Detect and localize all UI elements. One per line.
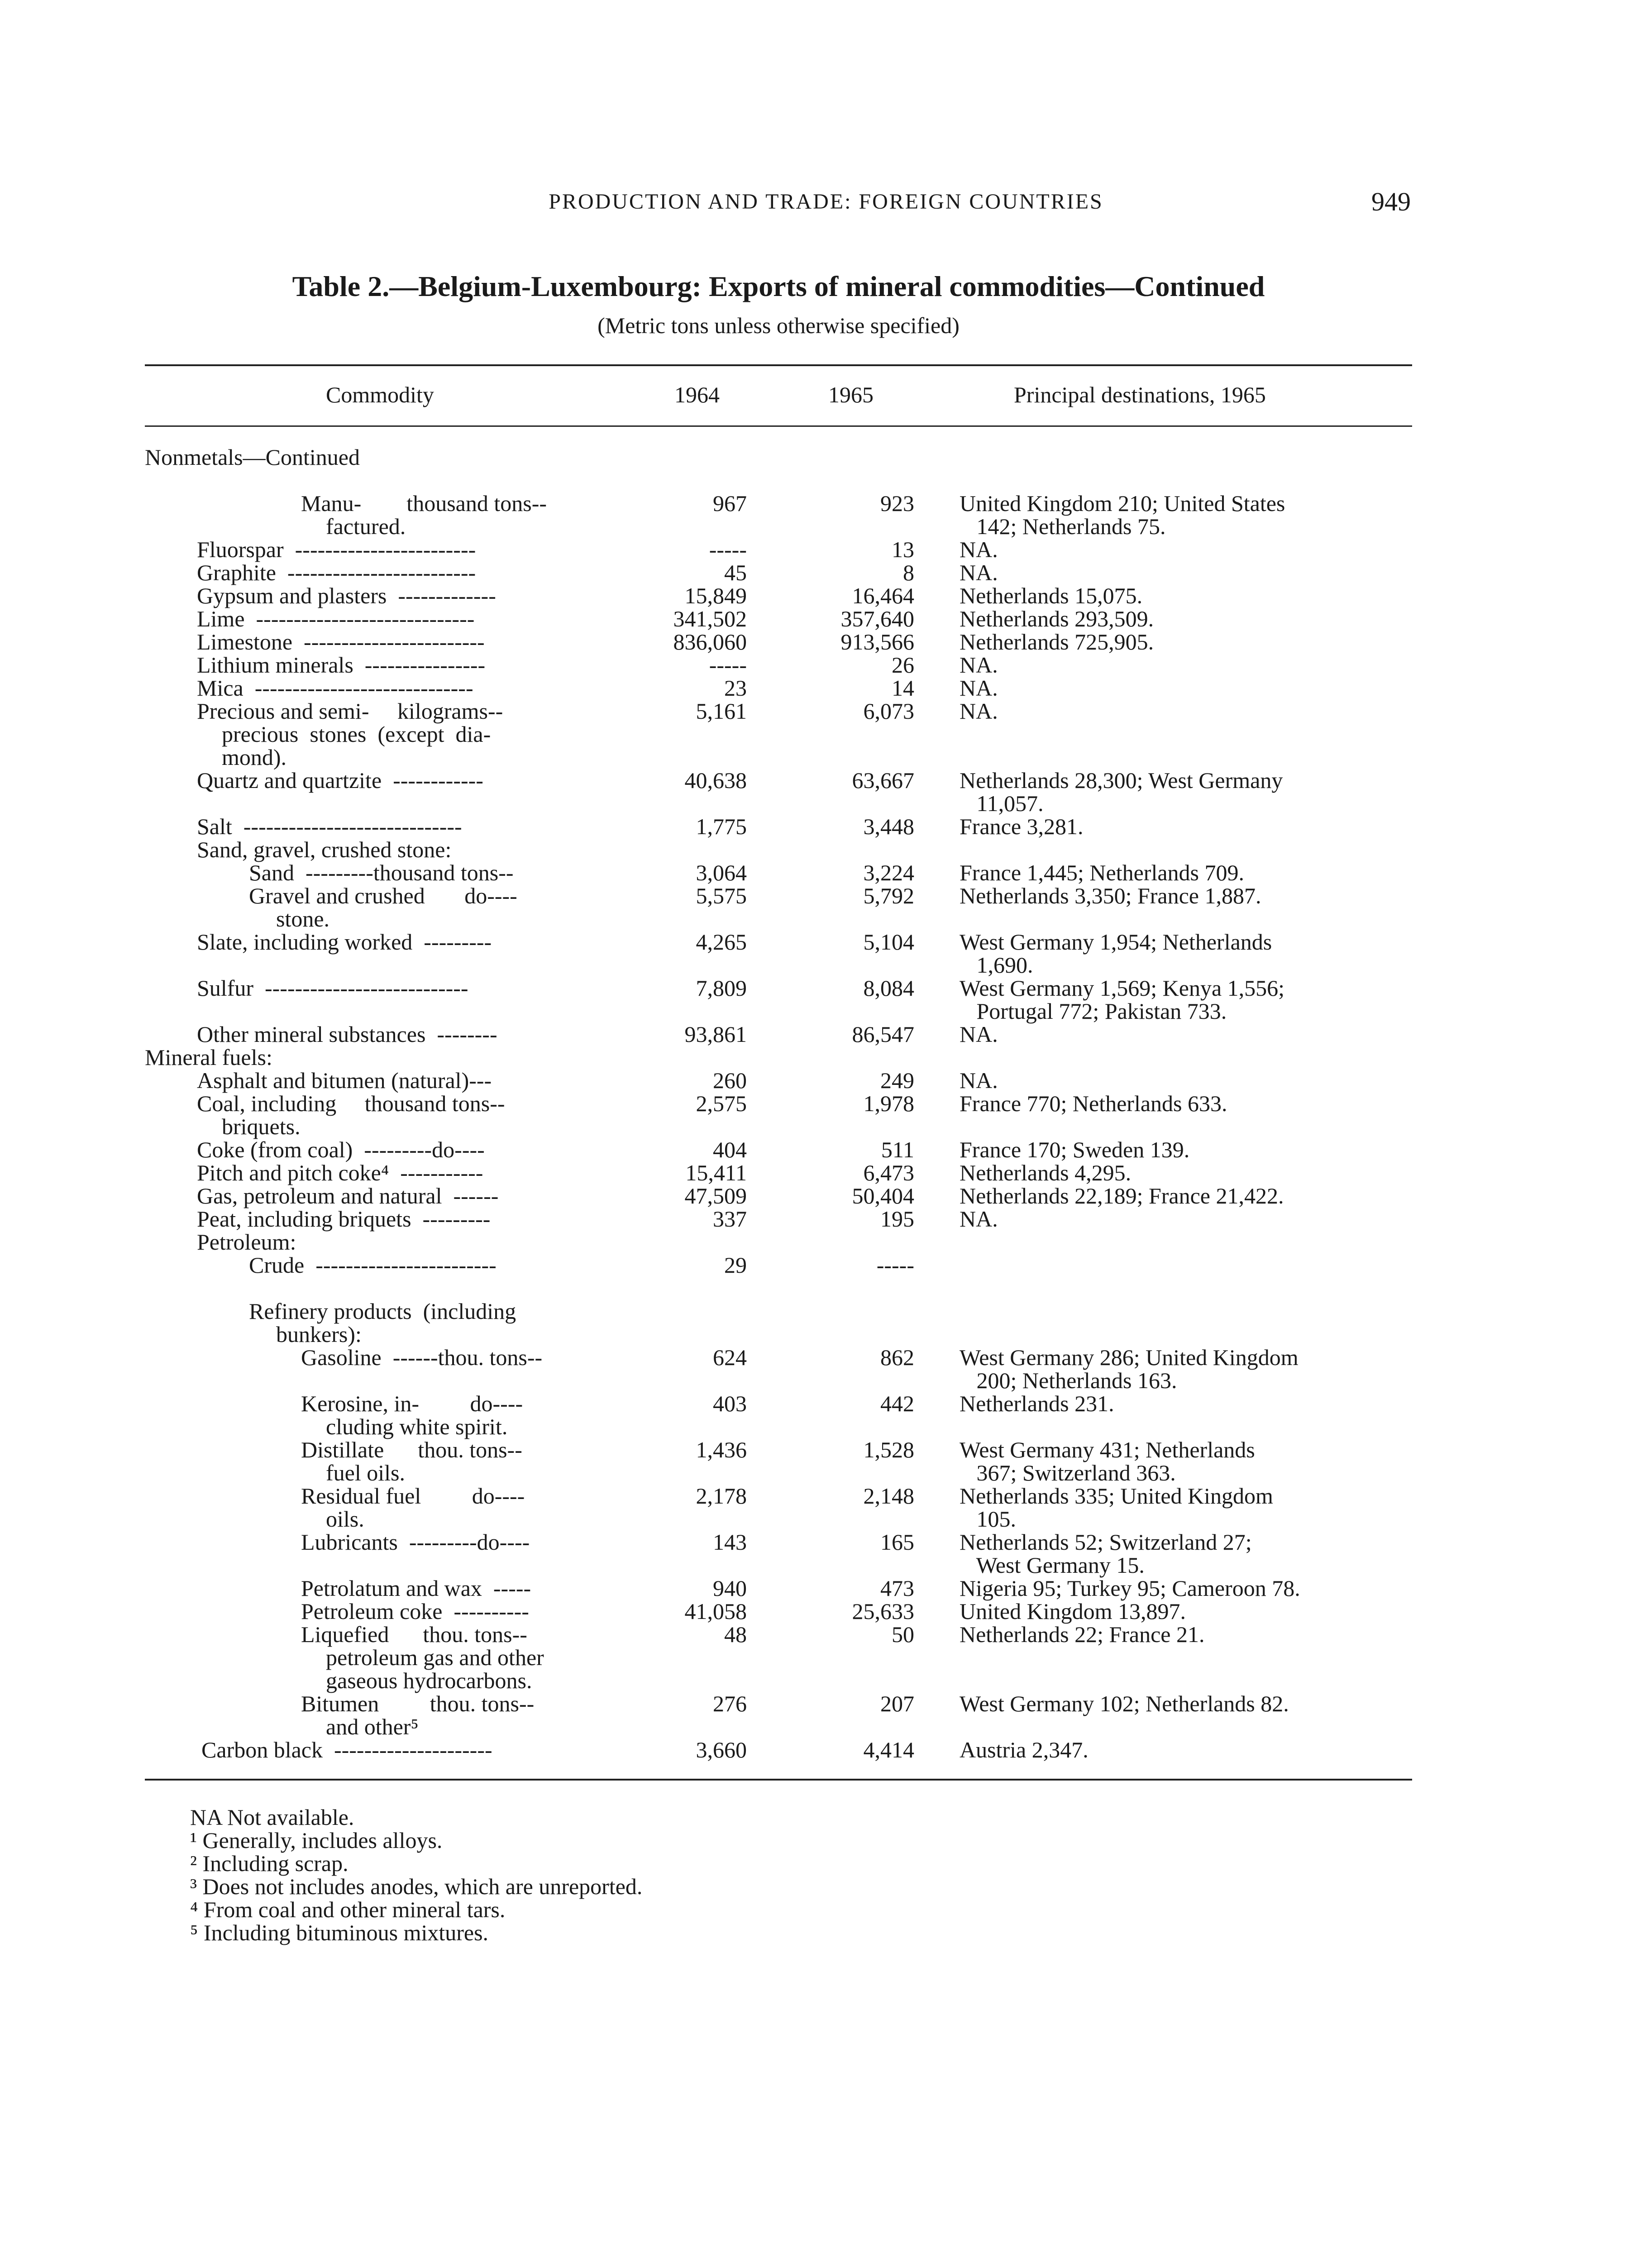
commodity-cell: stone.	[276, 906, 330, 931]
commodity-cell: oils.	[326, 1506, 364, 1532]
commodity-cell: Gravel and crushed do----	[249, 883, 517, 908]
destinations-cell: NA.	[960, 1206, 998, 1232]
footnote: ¹ Generally, includes alloys.	[190, 1828, 443, 1853]
commodity-cell: Petroleum:	[197, 1229, 296, 1255]
commodity-cell: Carbon black ---------------------	[201, 1737, 492, 1762]
value-1964-cell: 260	[713, 1068, 747, 1093]
value-1964-cell: -----	[709, 652, 747, 678]
value-1965-cell: 5,792	[863, 883, 914, 908]
column-header-1965: 1965	[828, 382, 874, 407]
commodity-cell: Gypsum and plasters -------------	[197, 583, 496, 608]
value-1964-cell: 940	[713, 1576, 747, 1601]
value-1965-cell: 3,224	[863, 860, 914, 885]
value-1964-cell: 836,060	[673, 629, 747, 654]
destinations-cell: NA.	[960, 652, 998, 678]
value-1964-cell: -----	[709, 537, 747, 562]
value-1965-cell: 50,404	[852, 1183, 914, 1208]
footnote: ³ Does not includes anodes, which are unreported.	[190, 1874, 643, 1899]
destinations-cell: Austria 2,347.	[960, 1737, 1089, 1762]
value-1965-cell: 913,566	[840, 629, 914, 654]
value-1965-cell: 207	[880, 1691, 914, 1716]
destinations-cell: West Germany 102; Netherlands 82.	[960, 1691, 1289, 1716]
value-1964-cell: 29	[724, 1252, 747, 1278]
value-1965-cell: 2,148	[863, 1483, 914, 1509]
value-1964-cell: 2,575	[696, 1091, 747, 1116]
value-1965-cell: 86,547	[852, 1022, 914, 1047]
commodity-cell: Asphalt and bitumen (natural)---	[197, 1068, 492, 1093]
value-1964-cell: 47,509	[684, 1183, 747, 1208]
destinations-cell: Netherlands 231.	[960, 1391, 1114, 1416]
value-1965-cell: 6,473	[863, 1160, 914, 1185]
commodity-cell: Mica -----------------------------	[197, 675, 473, 701]
value-1964-cell: 41,058	[684, 1599, 747, 1624]
value-1965-cell: 511	[881, 1137, 914, 1162]
value-1965-cell: 8	[903, 560, 914, 585]
value-1964-cell: 48	[724, 1622, 747, 1647]
destinations-cell: West Germany 1,569; Kenya 1,556;	[960, 975, 1285, 1001]
destinations-cell: 105.	[960, 1506, 1016, 1532]
value-1965-cell: 5,104	[863, 929, 914, 955]
value-1965-cell: 4,414	[863, 1737, 914, 1762]
commodity-cell: Manu- thousand tons--	[301, 491, 547, 516]
commodity-cell: Liquefied thou. tons--	[301, 1622, 527, 1647]
destinations-cell: France 3,281.	[960, 814, 1084, 839]
commodity-cell: gaseous hydrocarbons.	[326, 1668, 532, 1693]
page-number: 949	[1371, 187, 1411, 216]
table-top-rule	[145, 364, 1412, 366]
commodity-cell: Petroleum coke ----------	[301, 1599, 529, 1624]
value-1964-cell: 45	[724, 560, 747, 585]
commodity-cell: Limestone ------------------------	[197, 629, 485, 654]
value-1965-cell: 357,640	[840, 606, 914, 631]
value-1965-cell: 13	[892, 537, 914, 562]
destinations-cell: Netherlands 15,075.	[960, 583, 1143, 608]
column-header-1964: 1964	[674, 382, 720, 407]
destinations-cell: West Germany 15.	[960, 1552, 1145, 1578]
commodity-cell: Slate, including worked ---------	[197, 929, 492, 955]
commodity-cell: Lubricants ---------do----	[301, 1529, 530, 1555]
value-1964-cell: 403	[713, 1391, 747, 1416]
destinations-cell: NA.	[960, 698, 998, 724]
commodity-cell: Crude ------------------------	[249, 1252, 497, 1278]
value-1965-cell: -----	[876, 1252, 914, 1278]
commodity-cell: Gas, petroleum and natural ------	[197, 1183, 499, 1208]
commodity-cell: Refinery products (including	[249, 1299, 516, 1324]
commodity-cell: mond).	[222, 745, 287, 770]
commodity-cell: fuel oils.	[326, 1460, 405, 1485]
destinations-cell: NA.	[960, 1068, 998, 1093]
value-1965-cell: 8,084	[863, 975, 914, 1001]
destinations-cell: Netherlands 725,905.	[960, 629, 1154, 654]
value-1964-cell: 3,064	[696, 860, 747, 885]
commodity-cell: Mineral fuels:	[145, 1045, 272, 1070]
destinations-cell: NA.	[960, 1022, 998, 1047]
destinations-cell: West Germany 431; Netherlands	[960, 1437, 1255, 1462]
destinations-cell: France 170; Sweden 139.	[960, 1137, 1190, 1162]
value-1965-cell: 16,464	[852, 583, 914, 608]
value-1964-cell: 93,861	[684, 1022, 747, 1047]
value-1964-cell: 2,178	[696, 1483, 747, 1509]
value-1964-cell: 624	[713, 1345, 747, 1370]
value-1965-cell: 473	[880, 1576, 914, 1601]
commodity-cell: briquets.	[222, 1114, 301, 1139]
commodity-cell: Salt -----------------------------	[197, 814, 462, 839]
value-1964-cell: 5,575	[696, 883, 747, 908]
destinations-cell: Netherlands 3,350; France 1,887.	[960, 883, 1261, 908]
destinations-cell: France 1,445; Netherlands 709.	[960, 860, 1245, 885]
value-1965-cell: 3,448	[863, 814, 914, 839]
value-1964-cell: 341,502	[673, 606, 747, 631]
commodity-cell: and other⁵	[326, 1714, 419, 1739]
value-1964-cell: 967	[713, 491, 747, 516]
commodity-cell: precious stones (except dia-	[222, 721, 491, 747]
commodity-cell: Residual fuel do----	[301, 1483, 525, 1509]
commodity-cell: Other mineral substances --------	[197, 1022, 497, 1047]
table-title: Table 2.—Belgium-Luxembourg: Exports of mineral commodities—Continued	[292, 270, 1265, 302]
value-1964-cell: 3,660	[696, 1737, 747, 1762]
value-1964-cell: 15,411	[685, 1160, 747, 1185]
value-1964-cell: 15,849	[684, 583, 747, 608]
value-1965-cell: 442	[880, 1391, 914, 1416]
destinations-cell: NA.	[960, 560, 998, 585]
value-1965-cell: 25,633	[852, 1599, 914, 1624]
value-1965-cell: 26	[892, 652, 914, 678]
running-head: PRODUCTION AND TRADE: FOREIGN COUNTRIES	[549, 190, 1103, 214]
commodity-cell: Precious and semi- kilograms--	[197, 698, 503, 724]
value-1964-cell: 40,638	[684, 768, 747, 793]
commodity-cell: Nonmetals—Continued	[145, 444, 360, 470]
destinations-cell: 11,057.	[960, 791, 1044, 816]
destinations-cell: 200; Netherlands 163.	[960, 1368, 1177, 1393]
commodity-cell: Graphite -------------------------	[197, 560, 476, 585]
commodity-cell: Coal, including thousand tons--	[197, 1091, 505, 1116]
destinations-cell: Netherlands 28,300; West Germany	[960, 768, 1283, 793]
value-1964-cell: 1,436	[696, 1437, 747, 1462]
destinations-cell: United Kingdom 210; United States	[960, 491, 1285, 516]
destinations-cell: NA.	[960, 675, 998, 701]
commodity-cell: Quartz and quartzite ------------	[197, 768, 483, 793]
commodity-cell: Bitumen thou. tons--	[301, 1691, 535, 1716]
destinations-cell: France 770; Netherlands 633.	[960, 1091, 1227, 1116]
destinations-cell: West Germany 286; United Kingdom	[960, 1345, 1299, 1370]
table-subtitle: (Metric tons unless otherwise specified)	[597, 313, 960, 338]
value-1965-cell: 14	[892, 675, 914, 701]
commodity-cell: Peat, including briquets ---------	[197, 1206, 491, 1232]
value-1964-cell: 4,265	[696, 929, 747, 955]
commodity-cell: bunkers):	[276, 1322, 362, 1347]
value-1965-cell: 923	[880, 491, 914, 516]
destinations-cell: NA.	[960, 537, 998, 562]
column-header-destinations: Principal destinations, 1965	[1014, 382, 1266, 407]
column-header-commodity: Commodity	[326, 382, 434, 407]
value-1965-cell: 1,978	[863, 1091, 914, 1116]
commodity-cell: factured.	[326, 514, 406, 539]
commodity-cell: Lithium minerals ----------------	[197, 652, 486, 678]
value-1964-cell: 276	[713, 1691, 747, 1716]
footnote: ⁴ From coal and other mineral tars.	[190, 1897, 506, 1922]
destinations-cell: Netherlands 293,509.	[960, 606, 1154, 631]
value-1965-cell: 195	[880, 1206, 914, 1232]
table-bottom-rule	[145, 1779, 1412, 1781]
value-1965-cell: 63,667	[852, 768, 914, 793]
commodity-cell: petroleum gas and other	[326, 1645, 544, 1670]
value-1965-cell: 249	[880, 1068, 914, 1093]
commodity-cell: Kerosine, in- do----	[301, 1391, 523, 1416]
commodity-cell: cluding white spirit.	[326, 1414, 508, 1439]
destinations-cell: Nigeria 95; Turkey 95; Cameroon 78.	[960, 1576, 1300, 1601]
commodity-cell: Pitch and pitch coke⁴ -----------	[197, 1160, 483, 1185]
commodity-cell: Sulfur ---------------------------	[197, 975, 468, 1001]
value-1964-cell: 1,775	[696, 814, 747, 839]
value-1965-cell: 1,528	[863, 1437, 914, 1462]
destinations-cell: 142; Netherlands 75.	[960, 514, 1166, 539]
destinations-cell: Netherlands 22,189; France 21,422.	[960, 1183, 1284, 1208]
commodity-cell: Fluorspar ------------------------	[197, 537, 476, 562]
value-1964-cell: 337	[713, 1206, 747, 1232]
destinations-cell: Netherlands 22; France 21.	[960, 1622, 1205, 1647]
destinations-cell: 1,690.	[960, 952, 1033, 978]
value-1964-cell: 404	[713, 1137, 747, 1162]
commodity-cell: Lime -----------------------------	[197, 606, 475, 631]
destinations-cell: Netherlands 335; United Kingdom	[960, 1483, 1273, 1509]
value-1964-cell: 23	[724, 675, 747, 701]
footnote: NA Not available.	[190, 1805, 354, 1830]
value-1965-cell: 165	[880, 1529, 914, 1555]
destinations-cell: United Kingdom 13,897.	[960, 1599, 1186, 1624]
value-1965-cell: 862	[880, 1345, 914, 1370]
footnotes	[190, 1806, 642, 1944]
footnote: ⁵ Including bituminous mixtures.	[190, 1920, 489, 1945]
commodity-cell: Gasoline ------thou. tons--	[301, 1345, 543, 1370]
commodity-cell: Coke (from coal) ---------do----	[197, 1137, 485, 1162]
destinations-cell: Netherlands 52; Switzerland 27;	[960, 1529, 1252, 1555]
footnote: ² Including scrap.	[190, 1851, 349, 1876]
commodity-cell: Distillate thou. tons--	[301, 1437, 522, 1462]
destinations-cell: 367; Switzerland 363.	[960, 1460, 1176, 1485]
destinations-cell: Portugal 772; Pakistan 733.	[960, 998, 1227, 1024]
commodity-cell: Sand ---------thousand tons--	[249, 860, 514, 885]
destinations-cell: West Germany 1,954; Netherlands	[960, 929, 1272, 955]
value-1964-cell: 5,161	[696, 698, 747, 724]
value-1965-cell: 50	[892, 1622, 914, 1647]
value-1965-cell: 6,073	[863, 698, 914, 724]
value-1964-cell: 143	[713, 1529, 747, 1555]
commodity-cell: Petrolatum and wax -----	[301, 1576, 531, 1601]
table-header-rule	[145, 425, 1412, 427]
value-1964-cell: 7,809	[696, 975, 747, 1001]
commodity-cell: Sand, gravel, crushed stone:	[197, 837, 452, 862]
destinations-cell: Netherlands 4,295.	[960, 1160, 1132, 1185]
